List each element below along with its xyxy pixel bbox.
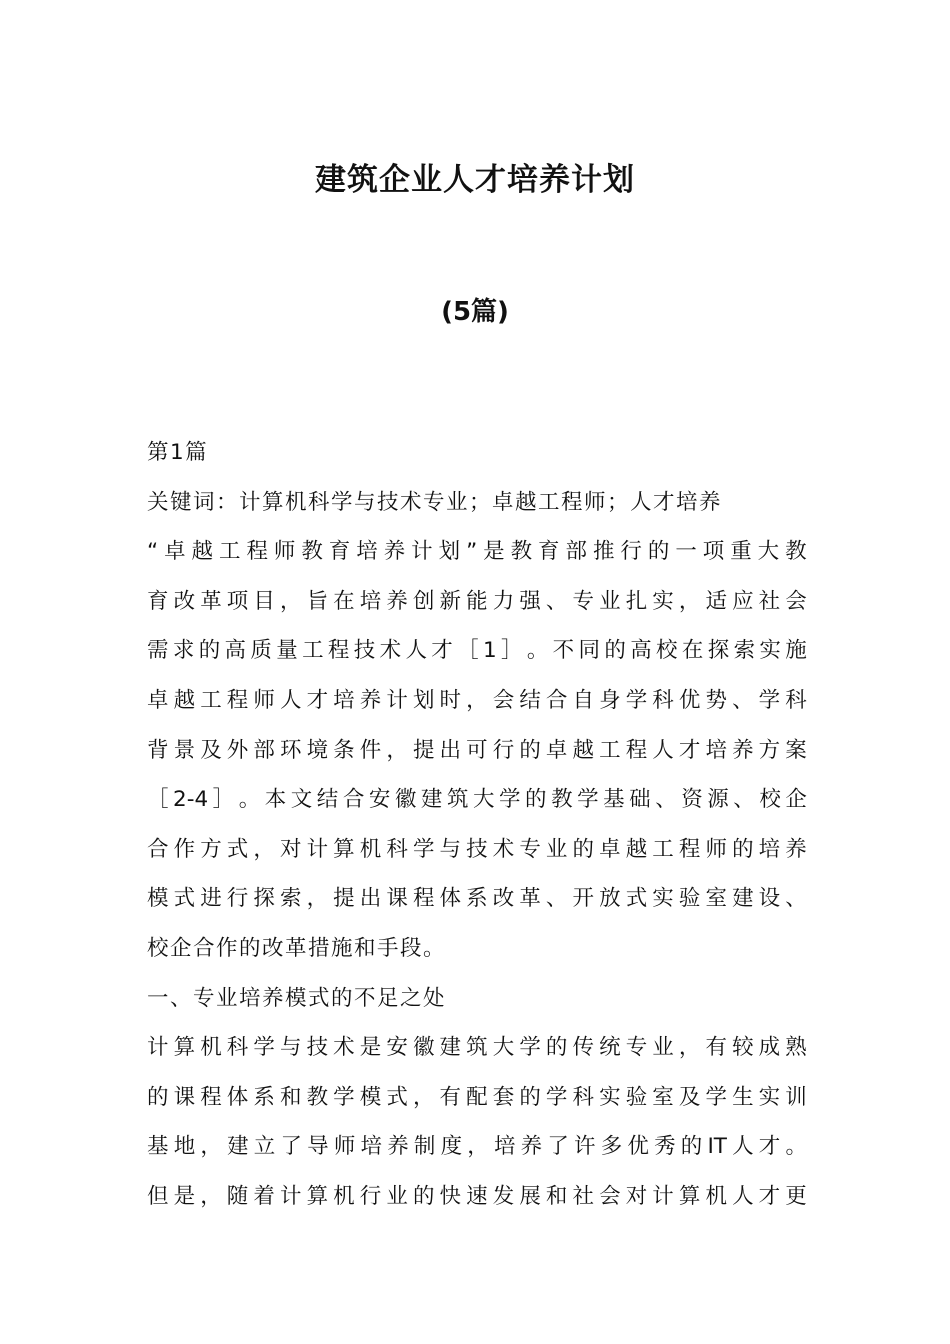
text-line: 需 求 的 高 质 量 工 程 技 术 人 才 ［ 1 ］ 。 不 同 的 高 校 在 探 索 实 施 xyxy=(147,638,807,664)
text-line: 校企合作的改革措施和手段。 xyxy=(147,935,447,961)
text-line: 模 式 进 行 探 索 ， 提 出 课 程 体 系 改 革 、 开 放 式 实 验 室 建 设 、 xyxy=(147,886,807,912)
text-line: 关键词：计算机科学与技术专业；卓越工程师；人才培养 xyxy=(147,489,723,515)
document-title: 建筑企业人才培养计划 xyxy=(315,162,635,198)
text-line: 合 作 方 式 ， 对 计 算 机 科 学 与 技 术 专 业 的 卓 越 工 程 师 的 培 养 xyxy=(147,836,807,862)
text-line: 第1篇 xyxy=(147,440,209,465)
text-line: 但 是 ， 随 着 计 算 机 行 业 的 快 速 发 展 和 社 会 对 计 算 机 人 才 更 xyxy=(147,1183,807,1209)
text-line: 计 算 机 科 学 与 技 术 是 安 徽 建 筑 大 学 的 传 统 专 业 ， 有 较 成 熟 xyxy=(147,1035,807,1061)
text-line: 的 课 程 体 系 和 教 学 模 式 ， 有 配 套 的 学 科 实 验 室 及 学 生 实 训 xyxy=(147,1084,807,1110)
document-body xyxy=(147,428,807,1222)
document-subtitle: (5篇) xyxy=(441,297,509,327)
text-line: 育 改 革 项 目 ， 旨 在 培 养 创 新 能 力 强 、 专 业 扎 实 ， 适 应 社 会 xyxy=(147,588,807,614)
text-line: ［ 2-4 ］ 。 本 文 结 合 安 徽 建 筑 大 学 的 教 学 基 础 、 资 源 、 校 企 xyxy=(147,787,807,813)
text-line: 一、专业培养模式的不足之处 xyxy=(147,985,447,1011)
text-line: 背 景 及 外 部 环 境 条 件 ， 提 出 可 行 的 卓 越 工 程 人 才 培 养 方 案 xyxy=(147,737,807,763)
text-line: 基 地 ， 建 立 了 导 师 培 养 制 度 ， 培 养 了 许 多 优 秀 的 IT 人 才 。 xyxy=(147,1134,807,1160)
text-line: 卓 越 工 程 师 人 才 培 养 计 划 时 ， 会 结 合 自 身 学 科 优 势 、 学 科 xyxy=(147,687,807,713)
text-line: “ 卓 越 工 程 师 教 育 培 养 计 划 ” 是 教 育 部 推 行 的 一 项 重 大 教 xyxy=(147,539,807,565)
